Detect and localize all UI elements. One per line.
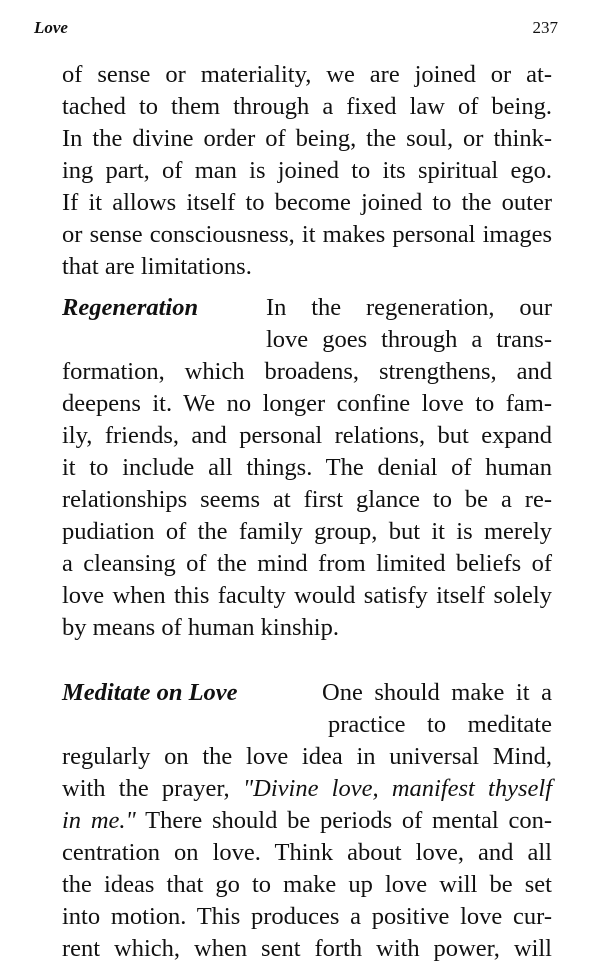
text-line: practice to meditate (328, 711, 552, 738)
text-line: In the divine order of being, the soul, or think- (62, 125, 552, 152)
text-line: regularly on the love idea in universal Mind, (62, 743, 552, 770)
text-line: or sense consciousness, it makes personal images (62, 221, 552, 248)
text-line: relationships seems at first glance to be a re- (62, 486, 552, 513)
section-heading: Regeneration (62, 294, 199, 321)
text-line: formation, which broadens, strengthens, and (62, 358, 552, 385)
prayer-quote: in me." (62, 807, 136, 834)
text-line: If it allows itself to become joined to the outer (62, 189, 552, 216)
text-line: In the regeneration, our (266, 294, 552, 321)
text-line: of sense or materiality, we are joined or at- (62, 61, 552, 88)
text-line: deepens it. We no longer confine love to fam- (62, 390, 552, 417)
text-line (62, 806, 552, 836)
text-span: with the prayer, (62, 775, 243, 802)
text-line: love goes through a trans- (266, 326, 552, 353)
text-line: love when this faculty would satisfy itself solely (62, 582, 552, 609)
text-line: pudiation of the family group, but it is merely (62, 518, 552, 545)
text-line: it to include all things. The denial of human (62, 454, 552, 481)
prayer-quote: "Divine love, manifest thyself (242, 775, 553, 802)
text-line: One should make it a (322, 679, 552, 706)
text-line: rent which, when sent forth with power, will (62, 935, 552, 962)
text-line: tached to them through a fixed law of being. (62, 93, 552, 120)
section-heading: Meditate on Love (62, 679, 238, 706)
text-line: that are limitations. (62, 253, 252, 280)
text-line: a cleansing of the mind from limited beliefs of (62, 550, 552, 577)
text-line: into motion. This produces a positive love cur- (62, 903, 552, 930)
running-title: Love (34, 18, 68, 37)
text-line: the ideas that go to make up love will be set (62, 871, 552, 898)
text-line: ing part, of man is joined to its spiritual ego. (62, 157, 552, 184)
text-line: by means of human kinship. (62, 614, 339, 641)
page-number: 237 (532, 18, 558, 37)
text-span: There should be periods of mental con- (135, 807, 552, 834)
text-line: centration on love. Think about love, and all (62, 839, 552, 866)
text-line (62, 774, 552, 804)
text-line: ily, friends, and personal relations, but expand (62, 422, 552, 449)
